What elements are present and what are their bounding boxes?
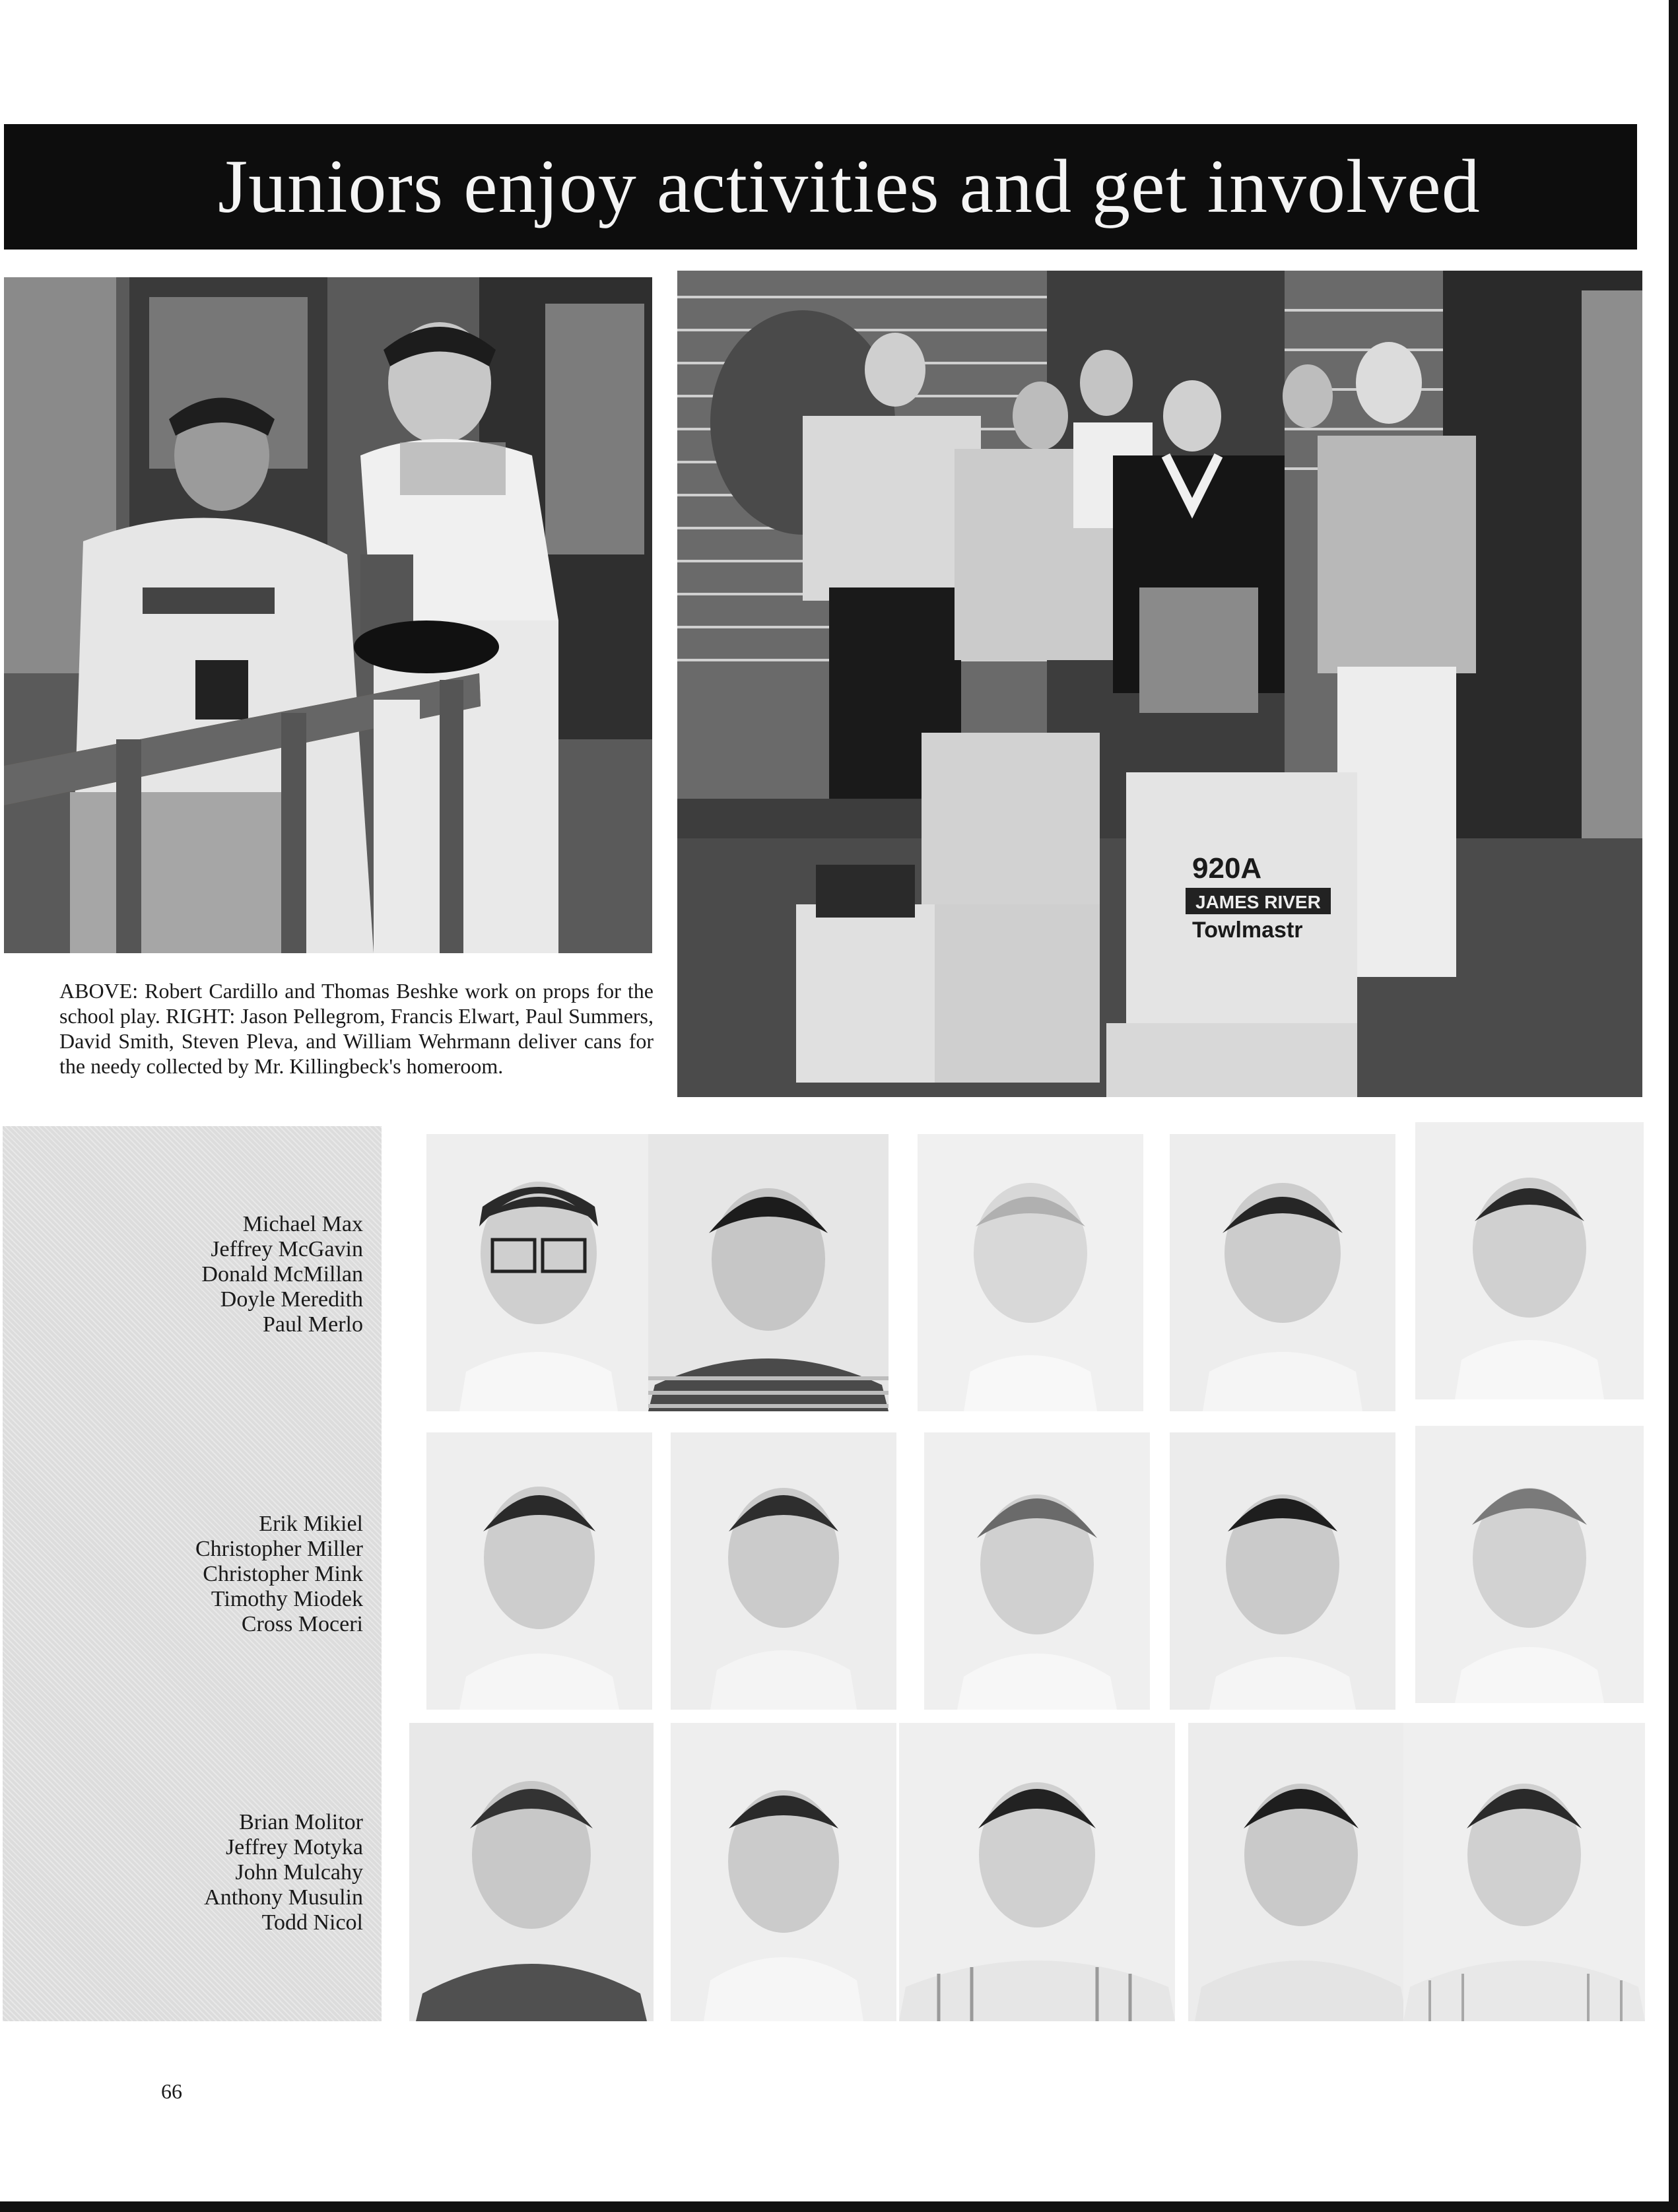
student-name: Erik Mikiel [259, 1512, 363, 1536]
page-number: 66 [161, 2079, 182, 2103]
portrait-paul-merlo [1415, 1122, 1644, 1399]
can-drive-photo [677, 271, 1642, 1097]
student-name: Brian Molitor [239, 1810, 363, 1834]
portrait-jeffrey-mcgavin [648, 1134, 889, 1411]
portrait-todd-nicol [1403, 1723, 1645, 2021]
student-name: Todd Nicol [261, 1910, 363, 1935]
student-name: John Mulcahy [235, 1860, 363, 1885]
portrait-christopher-miller [671, 1432, 896, 1710]
box-brand-label: JAMES RIVER [1195, 892, 1321, 912]
portrait-brian-molitor [409, 1723, 654, 2021]
name-list-row-2 [195, 1512, 363, 1637]
student-name: Christopher Miller [195, 1537, 363, 1561]
portrait-doyle-meredith [1170, 1134, 1395, 1411]
portrait-erik-mikiel [426, 1432, 652, 1710]
portrait-christopher-mink [924, 1432, 1150, 1710]
student-name: Christopher Mink [203, 1562, 363, 1586]
student-name: Jeffrey McGavin [211, 1237, 363, 1261]
portrait-cross-moceri [1415, 1426, 1644, 1703]
student-name: Donald McMillan [201, 1262, 363, 1287]
student-name: Paul Merlo [262, 1312, 363, 1337]
title-band [4, 124, 1637, 250]
student-name: Michael Max [242, 1212, 363, 1236]
scan-edge-bottom [0, 2201, 1678, 2212]
student-name: Timothy Miodek [211, 1587, 363, 1611]
box-code-label: 920A [1192, 852, 1262, 885]
box-product-label: Towlmastr [1192, 918, 1303, 943]
props-photo [4, 277, 652, 953]
student-name: Jeffrey Motyka [225, 1835, 363, 1860]
page-title: Juniors enjoy activities and get involved [218, 144, 1481, 229]
student-name: Anthony Musulin [204, 1885, 363, 1910]
portrait-michael-max [426, 1134, 651, 1411]
student-name: Cross Moceri [241, 1612, 363, 1636]
portrait-timothy-miodek [1170, 1432, 1395, 1710]
portrait-john-mulcahy [899, 1723, 1175, 2021]
scan-edge-right [1669, 0, 1678, 2212]
photo-caption: ABOVE: Robert Cardillo and Thomas Beshke work on props for the school play. RIGHT: Jason Pellegrom, Francis Elwart, Paul Summers, David Smith, Steven Pleva, and William Wehrmann deliver cans for the needy collected by Mr. Killingbeck's homeroom. [59, 979, 654, 1078]
portrait-anthony-musulin [1188, 1723, 1414, 2021]
portrait-jeffrey-motyka [671, 1723, 896, 2021]
portrait-donald-mcmillan [918, 1134, 1143, 1411]
name-list-row-1 [201, 1212, 363, 1337]
student-name: Doyle Meredith [220, 1287, 363, 1312]
name-list-row-3 [204, 1810, 363, 1935]
